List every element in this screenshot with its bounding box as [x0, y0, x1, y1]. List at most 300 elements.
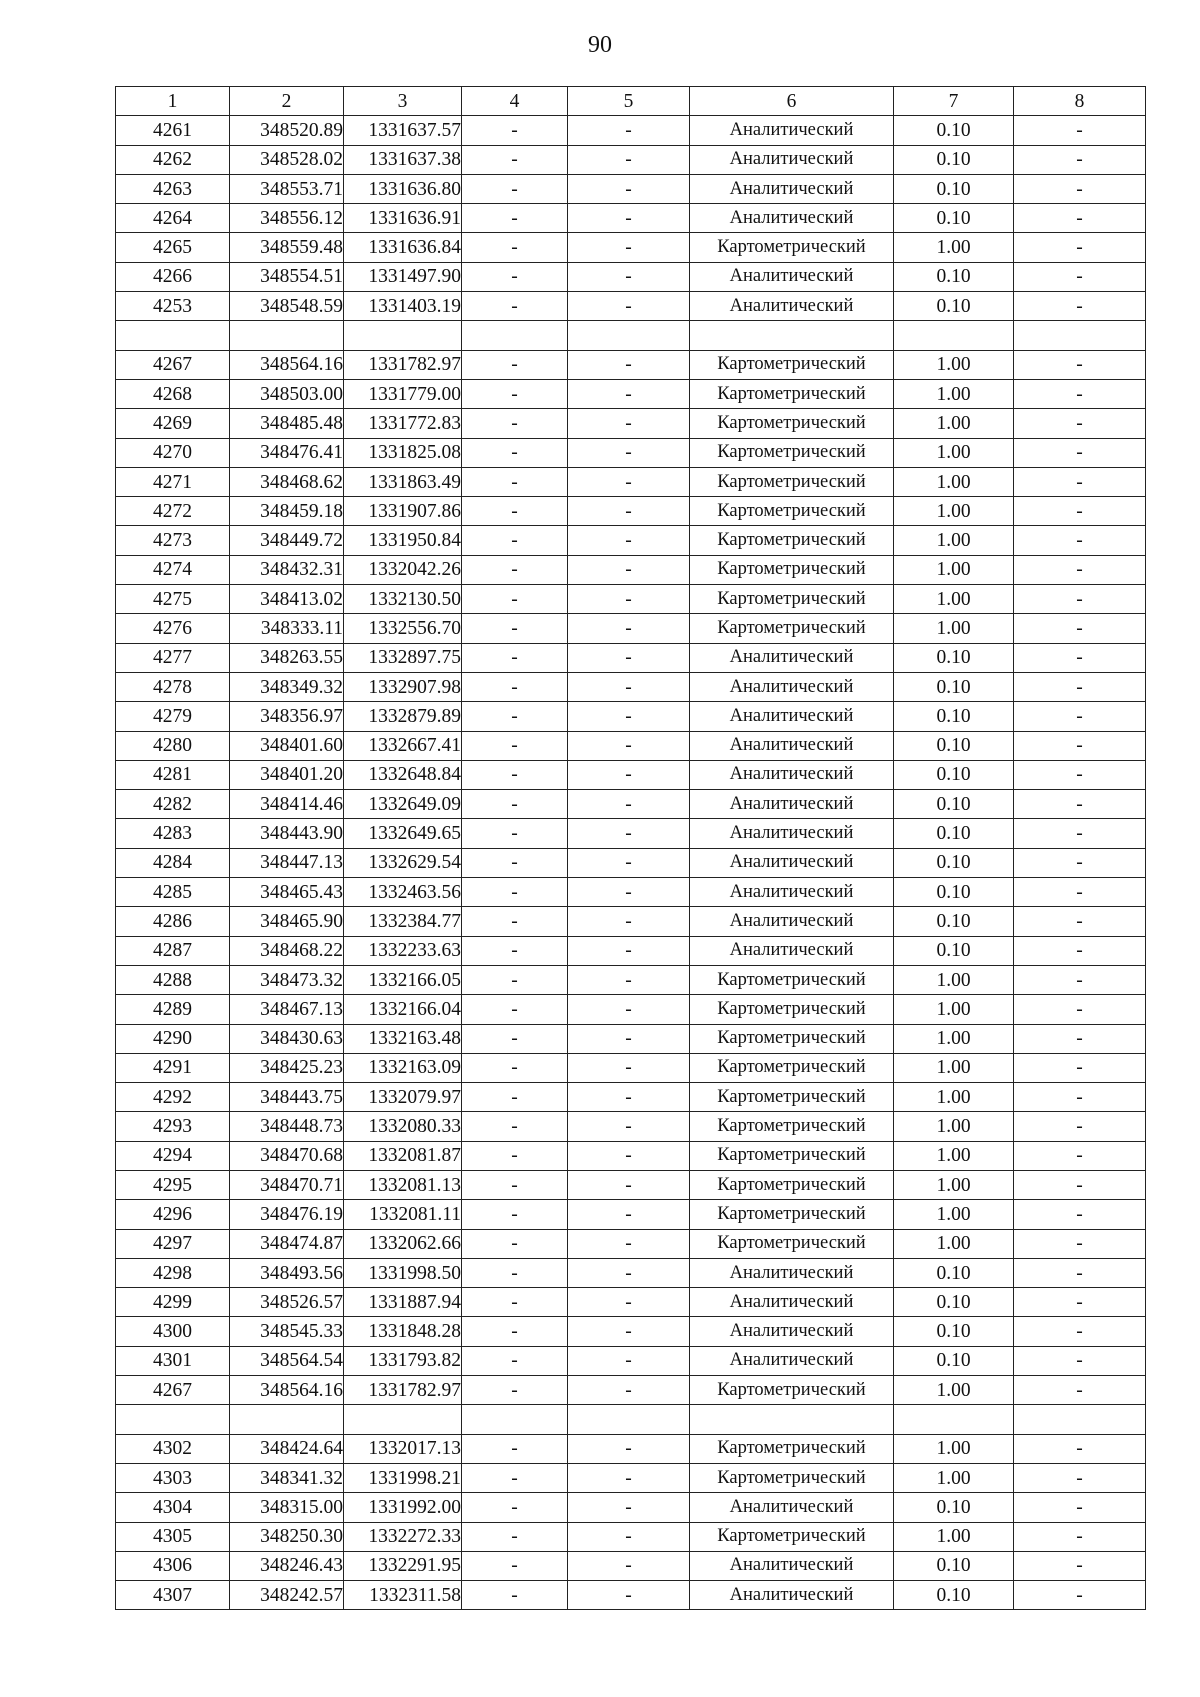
- table-cell: Картометрический: [690, 614, 894, 643]
- table-cell: 348414.46: [230, 790, 344, 819]
- table-cell: -: [568, 672, 690, 701]
- table-cell: 4305: [116, 1522, 230, 1551]
- table-cell: -: [462, 585, 568, 614]
- table-cell: Аналитический: [690, 672, 894, 701]
- table-row: [116, 1258, 1146, 1287]
- table-cell: 1.00: [894, 1024, 1014, 1053]
- table-cell: 1332233.63: [344, 936, 462, 965]
- table-cell: 1332079.97: [344, 1083, 462, 1112]
- table-cell: Картометрический: [690, 585, 894, 614]
- table-cell: -: [462, 1083, 568, 1112]
- table-row: [116, 1112, 1146, 1141]
- table-cell: 348474.87: [230, 1229, 344, 1258]
- table-cell: 1.00: [894, 1141, 1014, 1170]
- table-cell: -: [462, 1376, 568, 1405]
- table-row: [116, 292, 1146, 321]
- table-cell: [1014, 321, 1146, 350]
- table-cell: 1332649.65: [344, 819, 462, 848]
- table-cell: -: [1014, 936, 1146, 965]
- table-cell: 348449.72: [230, 526, 344, 555]
- table-cell: 4289: [116, 995, 230, 1024]
- table-cell: -: [568, 585, 690, 614]
- table-row: [116, 672, 1146, 701]
- table-cell: -: [462, 174, 568, 203]
- table-cell: 4303: [116, 1463, 230, 1492]
- table-cell: 0.10: [894, 1346, 1014, 1375]
- table-cell: 348413.02: [230, 585, 344, 614]
- table-row: [116, 995, 1146, 1024]
- table-row: [116, 1229, 1146, 1258]
- table-cell: [690, 321, 894, 350]
- table-cell: 4297: [116, 1229, 230, 1258]
- table-cell: 348448.73: [230, 1112, 344, 1141]
- table-cell: -: [1014, 585, 1146, 614]
- table-cell: Аналитический: [690, 936, 894, 965]
- table-cell: Аналитический: [690, 1551, 894, 1580]
- table-cell: 0.10: [894, 702, 1014, 731]
- table-cell: -: [462, 1258, 568, 1287]
- table-cell: -: [1014, 1463, 1146, 1492]
- table-cell: -: [568, 379, 690, 408]
- table-cell: 1332384.77: [344, 907, 462, 936]
- table-cell: -: [1014, 907, 1146, 936]
- table-cell: -: [1014, 174, 1146, 203]
- table-cell: 348432.31: [230, 555, 344, 584]
- table-cell: 4299: [116, 1288, 230, 1317]
- table-cell: -: [462, 555, 568, 584]
- table-cell: 0.10: [894, 292, 1014, 321]
- table-cell: -: [462, 995, 568, 1024]
- table-cell: -: [568, 292, 690, 321]
- table-cell: Картометрический: [690, 1200, 894, 1229]
- table-cell: -: [1014, 350, 1146, 379]
- table-cell: 4287: [116, 936, 230, 965]
- table-cell: 4267: [116, 350, 230, 379]
- column-header: 8: [1014, 87, 1146, 116]
- table-cell: -: [568, 790, 690, 819]
- table-cell: Аналитический: [690, 1493, 894, 1522]
- table-row: [116, 204, 1146, 233]
- table-cell: 1.00: [894, 379, 1014, 408]
- table-cell: -: [1014, 438, 1146, 467]
- table-cell: 1331403.19: [344, 292, 462, 321]
- table-cell: [116, 1405, 230, 1434]
- table-cell: 1331793.82: [344, 1346, 462, 1375]
- table-cell: -: [1014, 555, 1146, 584]
- table-cell: -: [568, 1463, 690, 1492]
- table-cell: 4283: [116, 819, 230, 848]
- table-cell: 4292: [116, 1083, 230, 1112]
- table-cell: 348467.13: [230, 995, 344, 1024]
- table-cell: Аналитический: [690, 262, 894, 291]
- table-cell: 348526.57: [230, 1288, 344, 1317]
- table-cell: 348459.18: [230, 497, 344, 526]
- table-cell: 1.00: [894, 526, 1014, 555]
- table-cell: Картометрический: [690, 379, 894, 408]
- table-cell: 4282: [116, 790, 230, 819]
- table-cell: -: [462, 878, 568, 907]
- table-cell: -: [462, 145, 568, 174]
- table-cell: -: [568, 350, 690, 379]
- table-row: [116, 233, 1146, 262]
- table-cell: Картометрический: [690, 1053, 894, 1082]
- table-cell: 4268: [116, 379, 230, 408]
- table-cell: [230, 1405, 344, 1434]
- table-cell: 0.10: [894, 116, 1014, 145]
- table-row: [116, 1288, 1146, 1317]
- table-cell: Картометрический: [690, 1434, 894, 1463]
- table-row: [116, 819, 1146, 848]
- table-cell: 348473.32: [230, 965, 344, 994]
- table-cell: 1331782.97: [344, 1376, 462, 1405]
- table-cell: Аналитический: [690, 790, 894, 819]
- table-cell: 1.00: [894, 1376, 1014, 1405]
- table-cell: -: [568, 995, 690, 1024]
- table-row: [116, 1083, 1146, 1112]
- table-row: [116, 1522, 1146, 1551]
- table-cell: 4284: [116, 848, 230, 877]
- table-cell: -: [462, 1112, 568, 1141]
- table-cell: -: [462, 907, 568, 936]
- table-cell: 4264: [116, 204, 230, 233]
- table-cell: 4301: [116, 1346, 230, 1375]
- table-row: [116, 409, 1146, 438]
- table-row: [116, 1024, 1146, 1053]
- table-cell: -: [1014, 1053, 1146, 1082]
- table-cell: 1331848.28: [344, 1317, 462, 1346]
- table-cell: 348430.63: [230, 1024, 344, 1053]
- table-cell: [894, 321, 1014, 350]
- table-cell: -: [1014, 819, 1146, 848]
- table-cell: 4298: [116, 1258, 230, 1287]
- table-cell: -: [462, 1024, 568, 1053]
- table-row: [116, 116, 1146, 145]
- table-cell: 0.10: [894, 936, 1014, 965]
- table-cell: -: [568, 760, 690, 789]
- table-cell: 4265: [116, 233, 230, 262]
- table-cell: 1.00: [894, 497, 1014, 526]
- table-cell: -: [462, 350, 568, 379]
- table-cell: Картометрический: [690, 497, 894, 526]
- table-cell: -: [568, 555, 690, 584]
- table-row: [116, 379, 1146, 408]
- table-cell: -: [1014, 145, 1146, 174]
- table-cell: Картометрический: [690, 467, 894, 496]
- table-cell: 1.00: [894, 350, 1014, 379]
- table-cell: 4273: [116, 526, 230, 555]
- table-cell: -: [462, 760, 568, 789]
- table-cell: -: [568, 1258, 690, 1287]
- table-cell: -: [1014, 702, 1146, 731]
- table-cell: Картометрический: [690, 233, 894, 262]
- table-cell: -: [1014, 1376, 1146, 1405]
- table-cell: [230, 321, 344, 350]
- table-cell: 348493.56: [230, 1258, 344, 1287]
- table-cell: 4276: [116, 614, 230, 643]
- table-cell: 1.00: [894, 1112, 1014, 1141]
- table-cell: -: [462, 1229, 568, 1258]
- table-cell: 348503.00: [230, 379, 344, 408]
- table-cell: -: [462, 702, 568, 731]
- table-cell: -: [568, 1229, 690, 1258]
- table-cell: 1331950.84: [344, 526, 462, 555]
- table-cell: 348485.48: [230, 409, 344, 438]
- table-cell: 1332163.09: [344, 1053, 462, 1082]
- table-row: [116, 1581, 1146, 1610]
- table-cell: 0.10: [894, 1551, 1014, 1580]
- table-cell: 4294: [116, 1141, 230, 1170]
- table-cell: 4295: [116, 1170, 230, 1199]
- table-cell: 1.00: [894, 1053, 1014, 1082]
- table-cell: -: [568, 1083, 690, 1112]
- table-cell: 348263.55: [230, 643, 344, 672]
- table-row: [116, 1200, 1146, 1229]
- table-cell: Картометрический: [690, 409, 894, 438]
- table-cell: 1331998.21: [344, 1463, 462, 1492]
- table-cell: 1332017.13: [344, 1434, 462, 1463]
- table-cell: 1331825.08: [344, 438, 462, 467]
- table-cell: 1331863.49: [344, 467, 462, 496]
- table-cell: [568, 1405, 690, 1434]
- table-row: [116, 790, 1146, 819]
- table-row: [116, 702, 1146, 731]
- table-cell: -: [568, 936, 690, 965]
- table-cell: 1332166.05: [344, 965, 462, 994]
- table-cell: -: [568, 116, 690, 145]
- table-cell: Картометрический: [690, 1229, 894, 1258]
- table-cell: 1332649.09: [344, 790, 462, 819]
- table-cell: Аналитический: [690, 1288, 894, 1317]
- table-row: [116, 878, 1146, 907]
- column-header: 7: [894, 87, 1014, 116]
- table-cell: -: [1014, 1024, 1146, 1053]
- table-cell: -: [1014, 878, 1146, 907]
- table-cell: -: [568, 467, 690, 496]
- table-row: [116, 760, 1146, 789]
- table-cell: 4266: [116, 262, 230, 291]
- table-cell: 1332907.98: [344, 672, 462, 701]
- table-row: [116, 585, 1146, 614]
- table-cell: -: [462, 116, 568, 145]
- table-cell: 1.00: [894, 585, 1014, 614]
- table-cell: 1332163.48: [344, 1024, 462, 1053]
- table-cell: 1332311.58: [344, 1581, 462, 1610]
- table-cell: -: [1014, 233, 1146, 262]
- table-row: [116, 262, 1146, 291]
- table-cell: 4288: [116, 965, 230, 994]
- table-cell: 1.00: [894, 555, 1014, 584]
- table-cell: 4272: [116, 497, 230, 526]
- table-cell: 0.10: [894, 1317, 1014, 1346]
- table-cell: -: [1014, 116, 1146, 145]
- table-cell: 1331637.57: [344, 116, 462, 145]
- table-cell: Аналитический: [690, 848, 894, 877]
- table-cell: -: [568, 409, 690, 438]
- table-cell: Аналитический: [690, 292, 894, 321]
- table-cell: -: [568, 174, 690, 203]
- table-cell: -: [462, 1200, 568, 1229]
- table-cell: 4263: [116, 174, 230, 203]
- table-cell: -: [568, 1112, 690, 1141]
- table-cell: [344, 321, 462, 350]
- table-cell: [116, 321, 230, 350]
- table-cell: 348425.23: [230, 1053, 344, 1082]
- table-cell: -: [1014, 1288, 1146, 1317]
- table-row: [116, 1170, 1146, 1199]
- table-cell: 0.10: [894, 907, 1014, 936]
- table-cell: -: [462, 526, 568, 555]
- table-cell: -: [462, 1053, 568, 1082]
- table-cell: 1332081.11: [344, 1200, 462, 1229]
- table-row: [116, 555, 1146, 584]
- table-cell: -: [462, 409, 568, 438]
- table-cell: 1332062.66: [344, 1229, 462, 1258]
- column-header: 1: [116, 87, 230, 116]
- table-cell: [894, 1405, 1014, 1434]
- table-cell: Картометрический: [690, 438, 894, 467]
- table-cell: 348465.43: [230, 878, 344, 907]
- table-cell: 348564.54: [230, 1346, 344, 1375]
- table-cell: 348315.00: [230, 1493, 344, 1522]
- table-cell: Аналитический: [690, 702, 894, 731]
- table-cell: 348559.48: [230, 233, 344, 262]
- table-cell: 1331907.86: [344, 497, 462, 526]
- table-cell: Аналитический: [690, 1581, 894, 1610]
- table-cell: -: [462, 262, 568, 291]
- table-cell: 4300: [116, 1317, 230, 1346]
- table-cell: 1.00: [894, 1463, 1014, 1492]
- table-cell: Картометрический: [690, 1024, 894, 1053]
- table-row: [116, 1405, 1146, 1434]
- table-cell: 1.00: [894, 1434, 1014, 1463]
- table-cell: -: [1014, 1434, 1146, 1463]
- table-row: [116, 438, 1146, 467]
- table-cell: 4275: [116, 585, 230, 614]
- table-cell: -: [1014, 292, 1146, 321]
- table-cell: 348341.32: [230, 1463, 344, 1492]
- table-cell: -: [1014, 1522, 1146, 1551]
- table-cell: -: [1014, 1551, 1146, 1580]
- table-cell: 348554.51: [230, 262, 344, 291]
- table-cell: [690, 1405, 894, 1434]
- table-cell: -: [568, 907, 690, 936]
- table-cell: 348476.41: [230, 438, 344, 467]
- table-cell: Картометрический: [690, 555, 894, 584]
- table-row: [116, 1493, 1146, 1522]
- table-cell: 348528.02: [230, 145, 344, 174]
- table-cell: 0.10: [894, 1258, 1014, 1287]
- table-cell: -: [462, 672, 568, 701]
- table-row: [116, 731, 1146, 760]
- table-cell: -: [462, 965, 568, 994]
- table-cell: -: [462, 819, 568, 848]
- table-cell: [462, 321, 568, 350]
- table-cell: 4261: [116, 116, 230, 145]
- table-cell: 348556.12: [230, 204, 344, 233]
- table-cell: -: [568, 819, 690, 848]
- table-cell: 4270: [116, 438, 230, 467]
- table-cell: 1.00: [894, 233, 1014, 262]
- table-cell: 0.10: [894, 204, 1014, 233]
- table-cell: 1332897.75: [344, 643, 462, 672]
- table-cell: 348564.16: [230, 1376, 344, 1405]
- table-cell: 4285: [116, 878, 230, 907]
- table-cell: 348250.30: [230, 1522, 344, 1551]
- table-cell: -: [462, 643, 568, 672]
- table-cell: Аналитический: [690, 1258, 894, 1287]
- table-cell: 4267: [116, 1376, 230, 1405]
- table-cell: 0.10: [894, 672, 1014, 701]
- table-cell: -: [568, 497, 690, 526]
- table-cell: 348465.90: [230, 907, 344, 936]
- table-cell: Аналитический: [690, 760, 894, 789]
- table-cell: 1331636.80: [344, 174, 462, 203]
- table-cell: Картометрический: [690, 995, 894, 1024]
- table-cell: 4291: [116, 1053, 230, 1082]
- table-cell: 0.10: [894, 145, 1014, 174]
- table-cell: 1.00: [894, 1083, 1014, 1112]
- table-cell: -: [568, 1024, 690, 1053]
- table-cell: -: [568, 438, 690, 467]
- table-cell: -: [568, 1200, 690, 1229]
- table-cell: 1.00: [894, 1200, 1014, 1229]
- table-cell: -: [568, 1346, 690, 1375]
- table-cell: -: [568, 702, 690, 731]
- table-cell: 348349.32: [230, 672, 344, 701]
- table-cell: 4274: [116, 555, 230, 584]
- table-cell: Аналитический: [690, 819, 894, 848]
- table-cell: 348470.71: [230, 1170, 344, 1199]
- table-body: [116, 116, 1146, 1610]
- table-cell: 348548.59: [230, 292, 344, 321]
- table-cell: Картометрический: [690, 350, 894, 379]
- table-cell: -: [1014, 1581, 1146, 1610]
- table-row: [116, 1346, 1146, 1375]
- table-cell: 348447.13: [230, 848, 344, 877]
- table-cell: [568, 321, 690, 350]
- table-cell: 1332629.54: [344, 848, 462, 877]
- table-cell: 348564.16: [230, 350, 344, 379]
- table-cell: -: [568, 1493, 690, 1522]
- table-row: [116, 614, 1146, 643]
- table-cell: -: [568, 1288, 690, 1317]
- table-row: [116, 936, 1146, 965]
- page-number: 90: [588, 32, 612, 58]
- table-cell: -: [462, 1551, 568, 1580]
- table-cell: 1.00: [894, 995, 1014, 1024]
- table-cell: -: [1014, 1346, 1146, 1375]
- column-header: 4: [462, 87, 568, 116]
- table-cell: 4280: [116, 731, 230, 760]
- table-cell: Аналитический: [690, 116, 894, 145]
- table-cell: -: [1014, 1258, 1146, 1287]
- table-cell: -: [568, 145, 690, 174]
- table-cell: -: [462, 1463, 568, 1492]
- table-cell: 348443.75: [230, 1083, 344, 1112]
- table-cell: -: [462, 1522, 568, 1551]
- table-row: [116, 643, 1146, 672]
- table-cell: -: [462, 1170, 568, 1199]
- table-cell: Картометрический: [690, 1522, 894, 1551]
- table-cell: 1.00: [894, 1229, 1014, 1258]
- table-cell: -: [568, 262, 690, 291]
- table-cell: -: [462, 1581, 568, 1610]
- table-cell: 1332556.70: [344, 614, 462, 643]
- table-cell: 4290: [116, 1024, 230, 1053]
- table-cell: 4279: [116, 702, 230, 731]
- table-cell: 1.00: [894, 409, 1014, 438]
- table-cell: 0.10: [894, 819, 1014, 848]
